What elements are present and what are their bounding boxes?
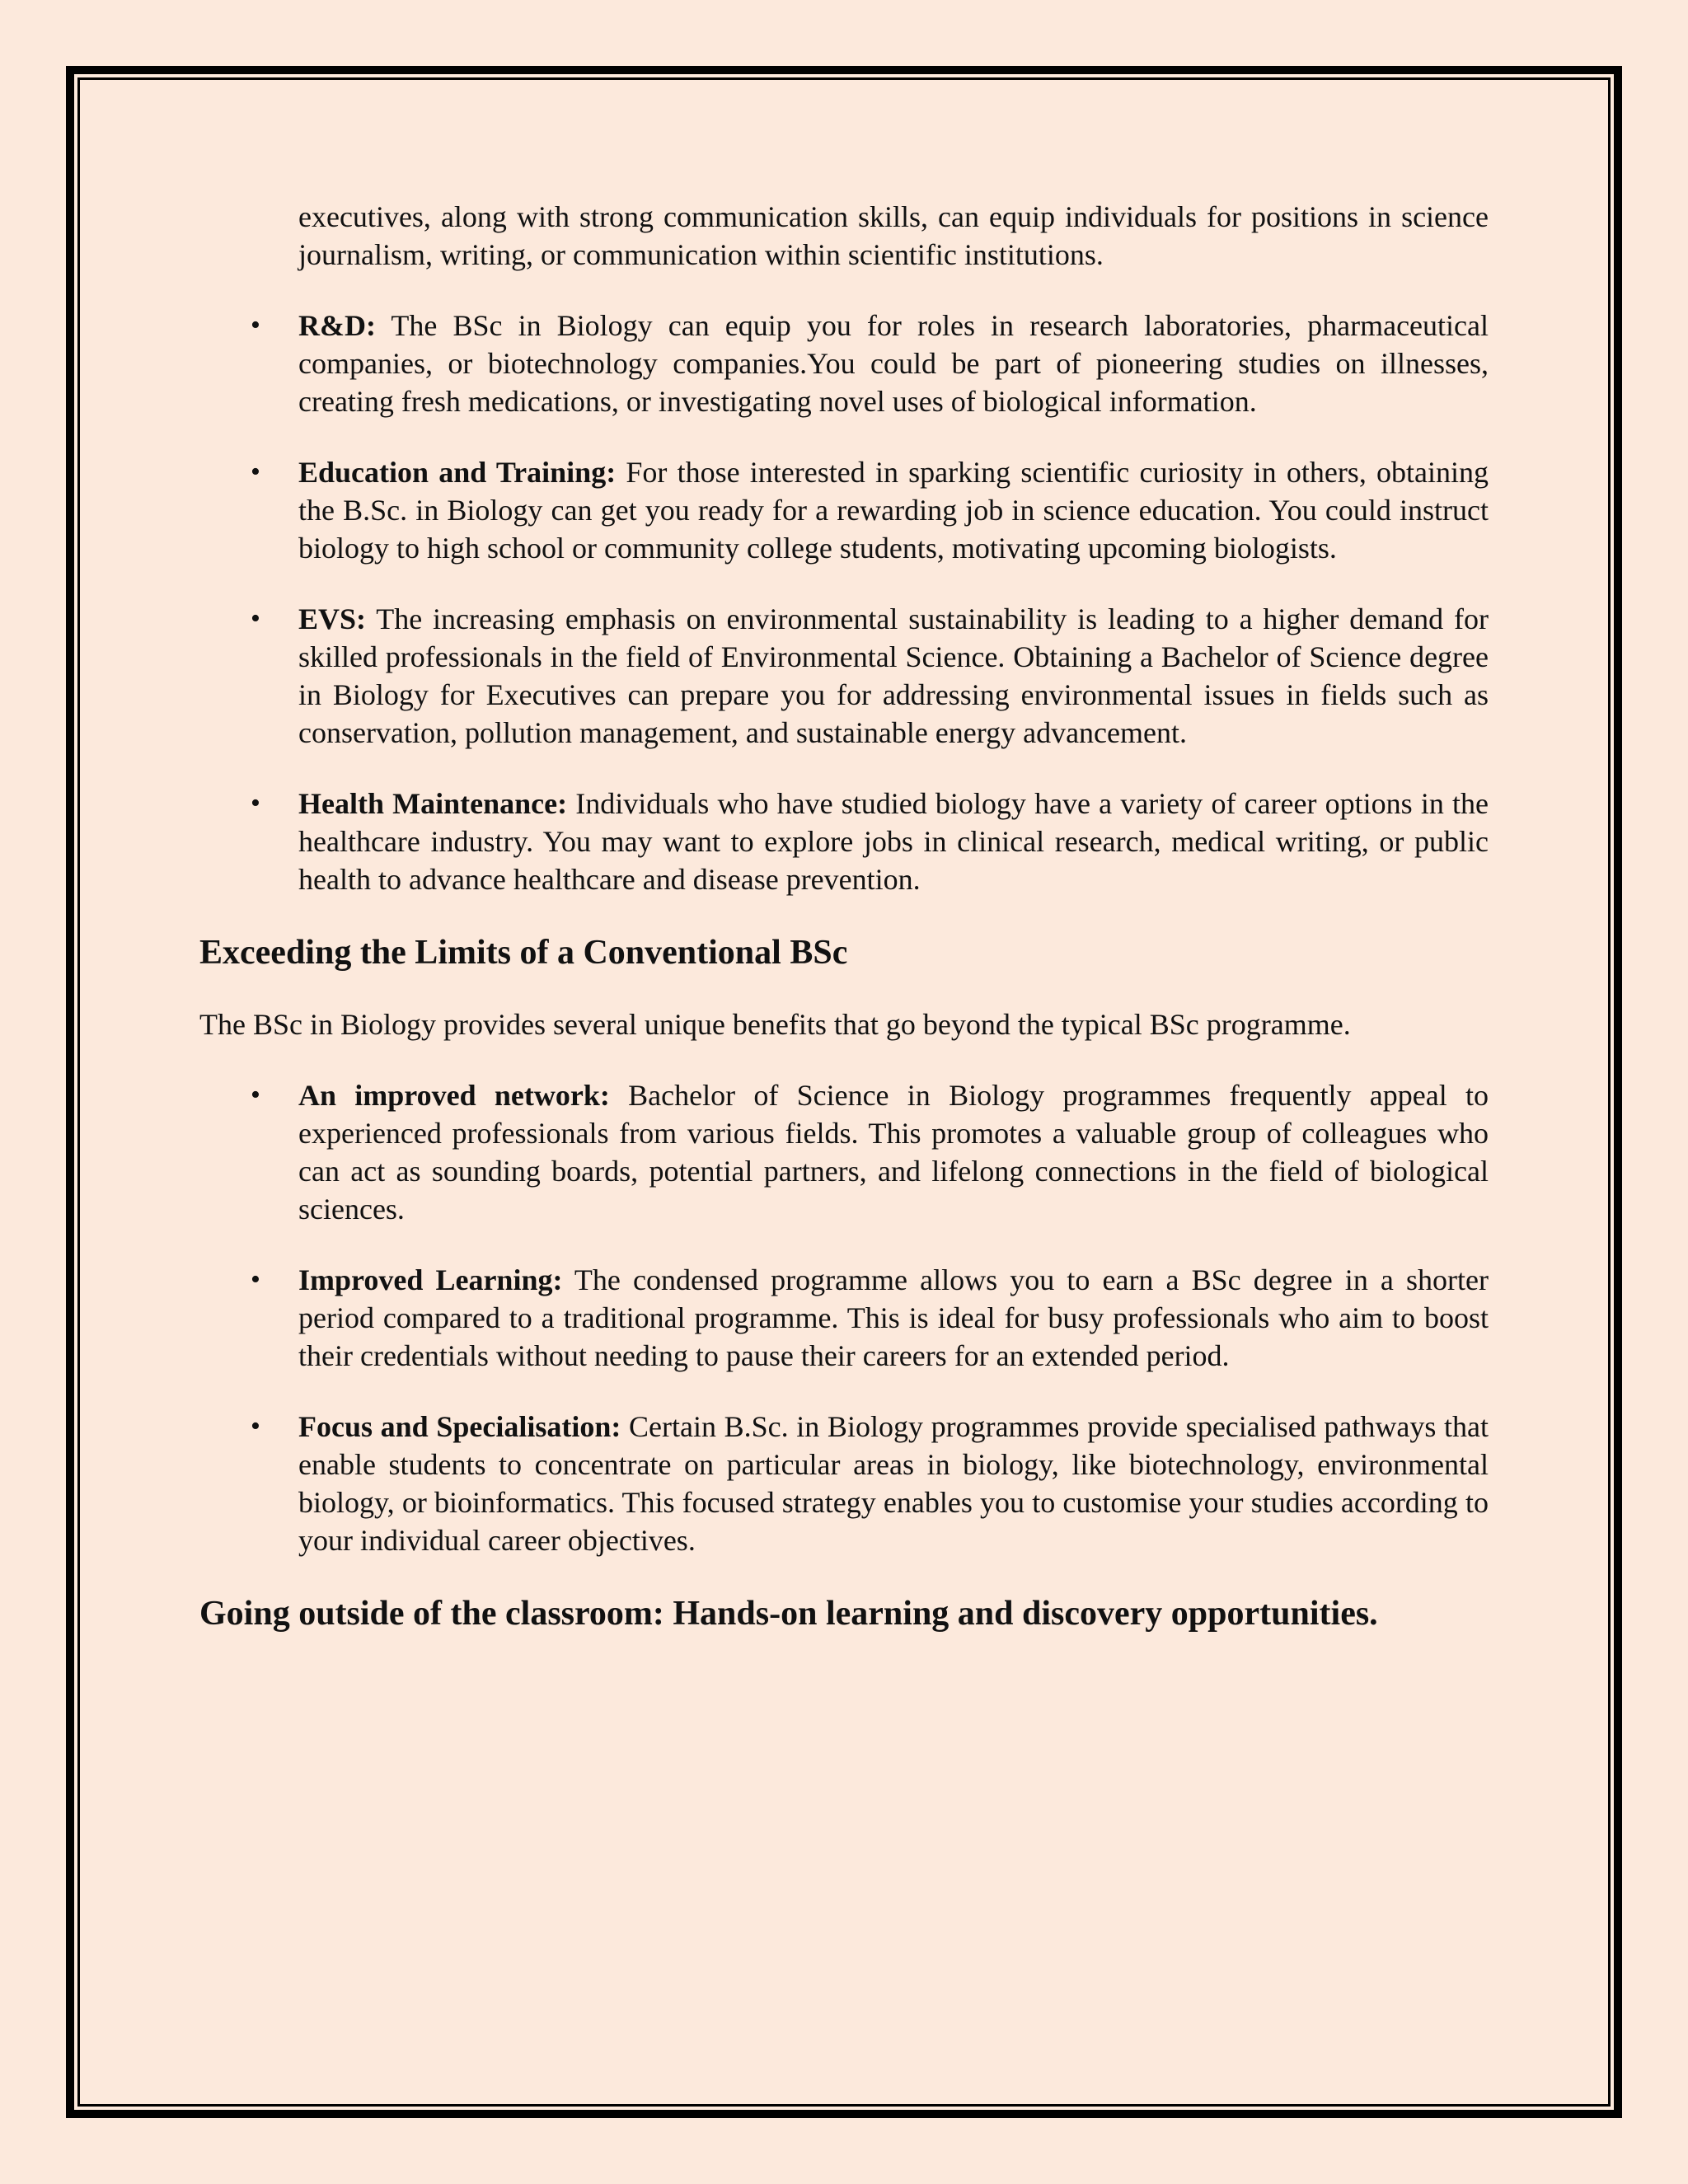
section-heading-hands-on: Going outside of the classroom: Hands-on learning and discovery opportunities.	[199, 1595, 1378, 1633]
item-text: Certain B.Sc. in Biology programmes provide specialised pathways that enable students to concentrate on particular areas in biology, like biotechnology, environmental biology, or bioinformatics. This focused strategy enables you to customise your studies according to your individual career objectives.	[298, 1410, 1489, 1557]
list-item-education	[199, 453, 1489, 567]
item-text: Individuals who have studied biology have a variety of career options in the healthcare industry. You may want to explore jobs in clinical research, medical writing, or public health to advance healthcare and disease prevention.	[298, 787, 1489, 896]
bullet-icon: •	[251, 1411, 260, 1441]
item-text: The condensed programme allows you to earn a BSc degree in a shorter period compared to a traditional programme. This is ideal for busy professionals who aim to boost their credentials without needing to pause their careers for an extended period.	[298, 1263, 1489, 1372]
list-item-specialisation	[199, 1408, 1489, 1559]
section-heading-conventional-bsc: Exceeding the Limits of a Conventional BSc	[199, 934, 848, 972]
list-item-health	[199, 785, 1489, 898]
item-lead: R&D:	[298, 309, 376, 342]
item-lead: Health Maintenance:	[298, 787, 568, 820]
item-text: Bachelor of Science in Biology programmes frequently appeal to experienced professionals from various fields. This promotes a valuable group of colleagues who can act as sounding boards, potential partners, and lifelong connections in the field of biological sciences.	[298, 1079, 1489, 1226]
document-body	[199, 198, 1489, 1666]
bullet-icon: •	[251, 1264, 260, 1295]
bullet-icon: •	[251, 457, 260, 487]
item-lead: Education and Training:	[298, 456, 617, 489]
list-item-rnd	[199, 307, 1489, 420]
bullet-icon: •	[251, 310, 260, 340]
list-item-learning	[199, 1261, 1489, 1375]
item-text: The increasing emphasis on environmental sustainability is leading to a higher demand for skilled professionals in the field of Environmental Science. Obtaining a Bachelor of Science degree in Biology for Executives can prepare you for addressing environmental issues in fields such as conservation, pollution management, and sustainable energy advancement.	[298, 602, 1489, 749]
section-intro: The BSc in Biology provides several unique benefits that go beyond the typical BSc programme.	[199, 1008, 1351, 1041]
list-item-evs	[199, 600, 1489, 752]
item-lead: An improved network:	[298, 1079, 610, 1112]
continuation-paragraph: executives, along with strong communication skills, can equip individuals for positions in science journalism, writing, or communication within scientific institutions.	[298, 200, 1489, 271]
bullet-icon: •	[251, 603, 260, 634]
item-lead: Focus and Specialisation:	[298, 1410, 621, 1443]
career-options-list	[199, 307, 1489, 898]
item-text: The BSc in Biology can equip you for roles in research laboratories, pharmaceutical companies, or biotechnology companies.You could be part of pioneering studies on illnesses, creating fresh medications, or investigating novel uses of biological information.	[298, 309, 1489, 418]
item-lead: Improved Learning:	[298, 1263, 563, 1296]
benefits-list	[199, 1076, 1489, 1559]
bullet-icon: •	[251, 788, 260, 818]
bullet-icon: •	[251, 1080, 260, 1110]
list-item-network	[199, 1076, 1489, 1228]
item-lead: EVS:	[298, 602, 367, 635]
item-text: For those interested in sparking scientific curiosity in others, obtaining the B.Sc. in Biology can get you ready for a rewarding job in science education. You could instruct biology to high school or community college students, motivating upcoming biologists.	[298, 456, 1489, 565]
